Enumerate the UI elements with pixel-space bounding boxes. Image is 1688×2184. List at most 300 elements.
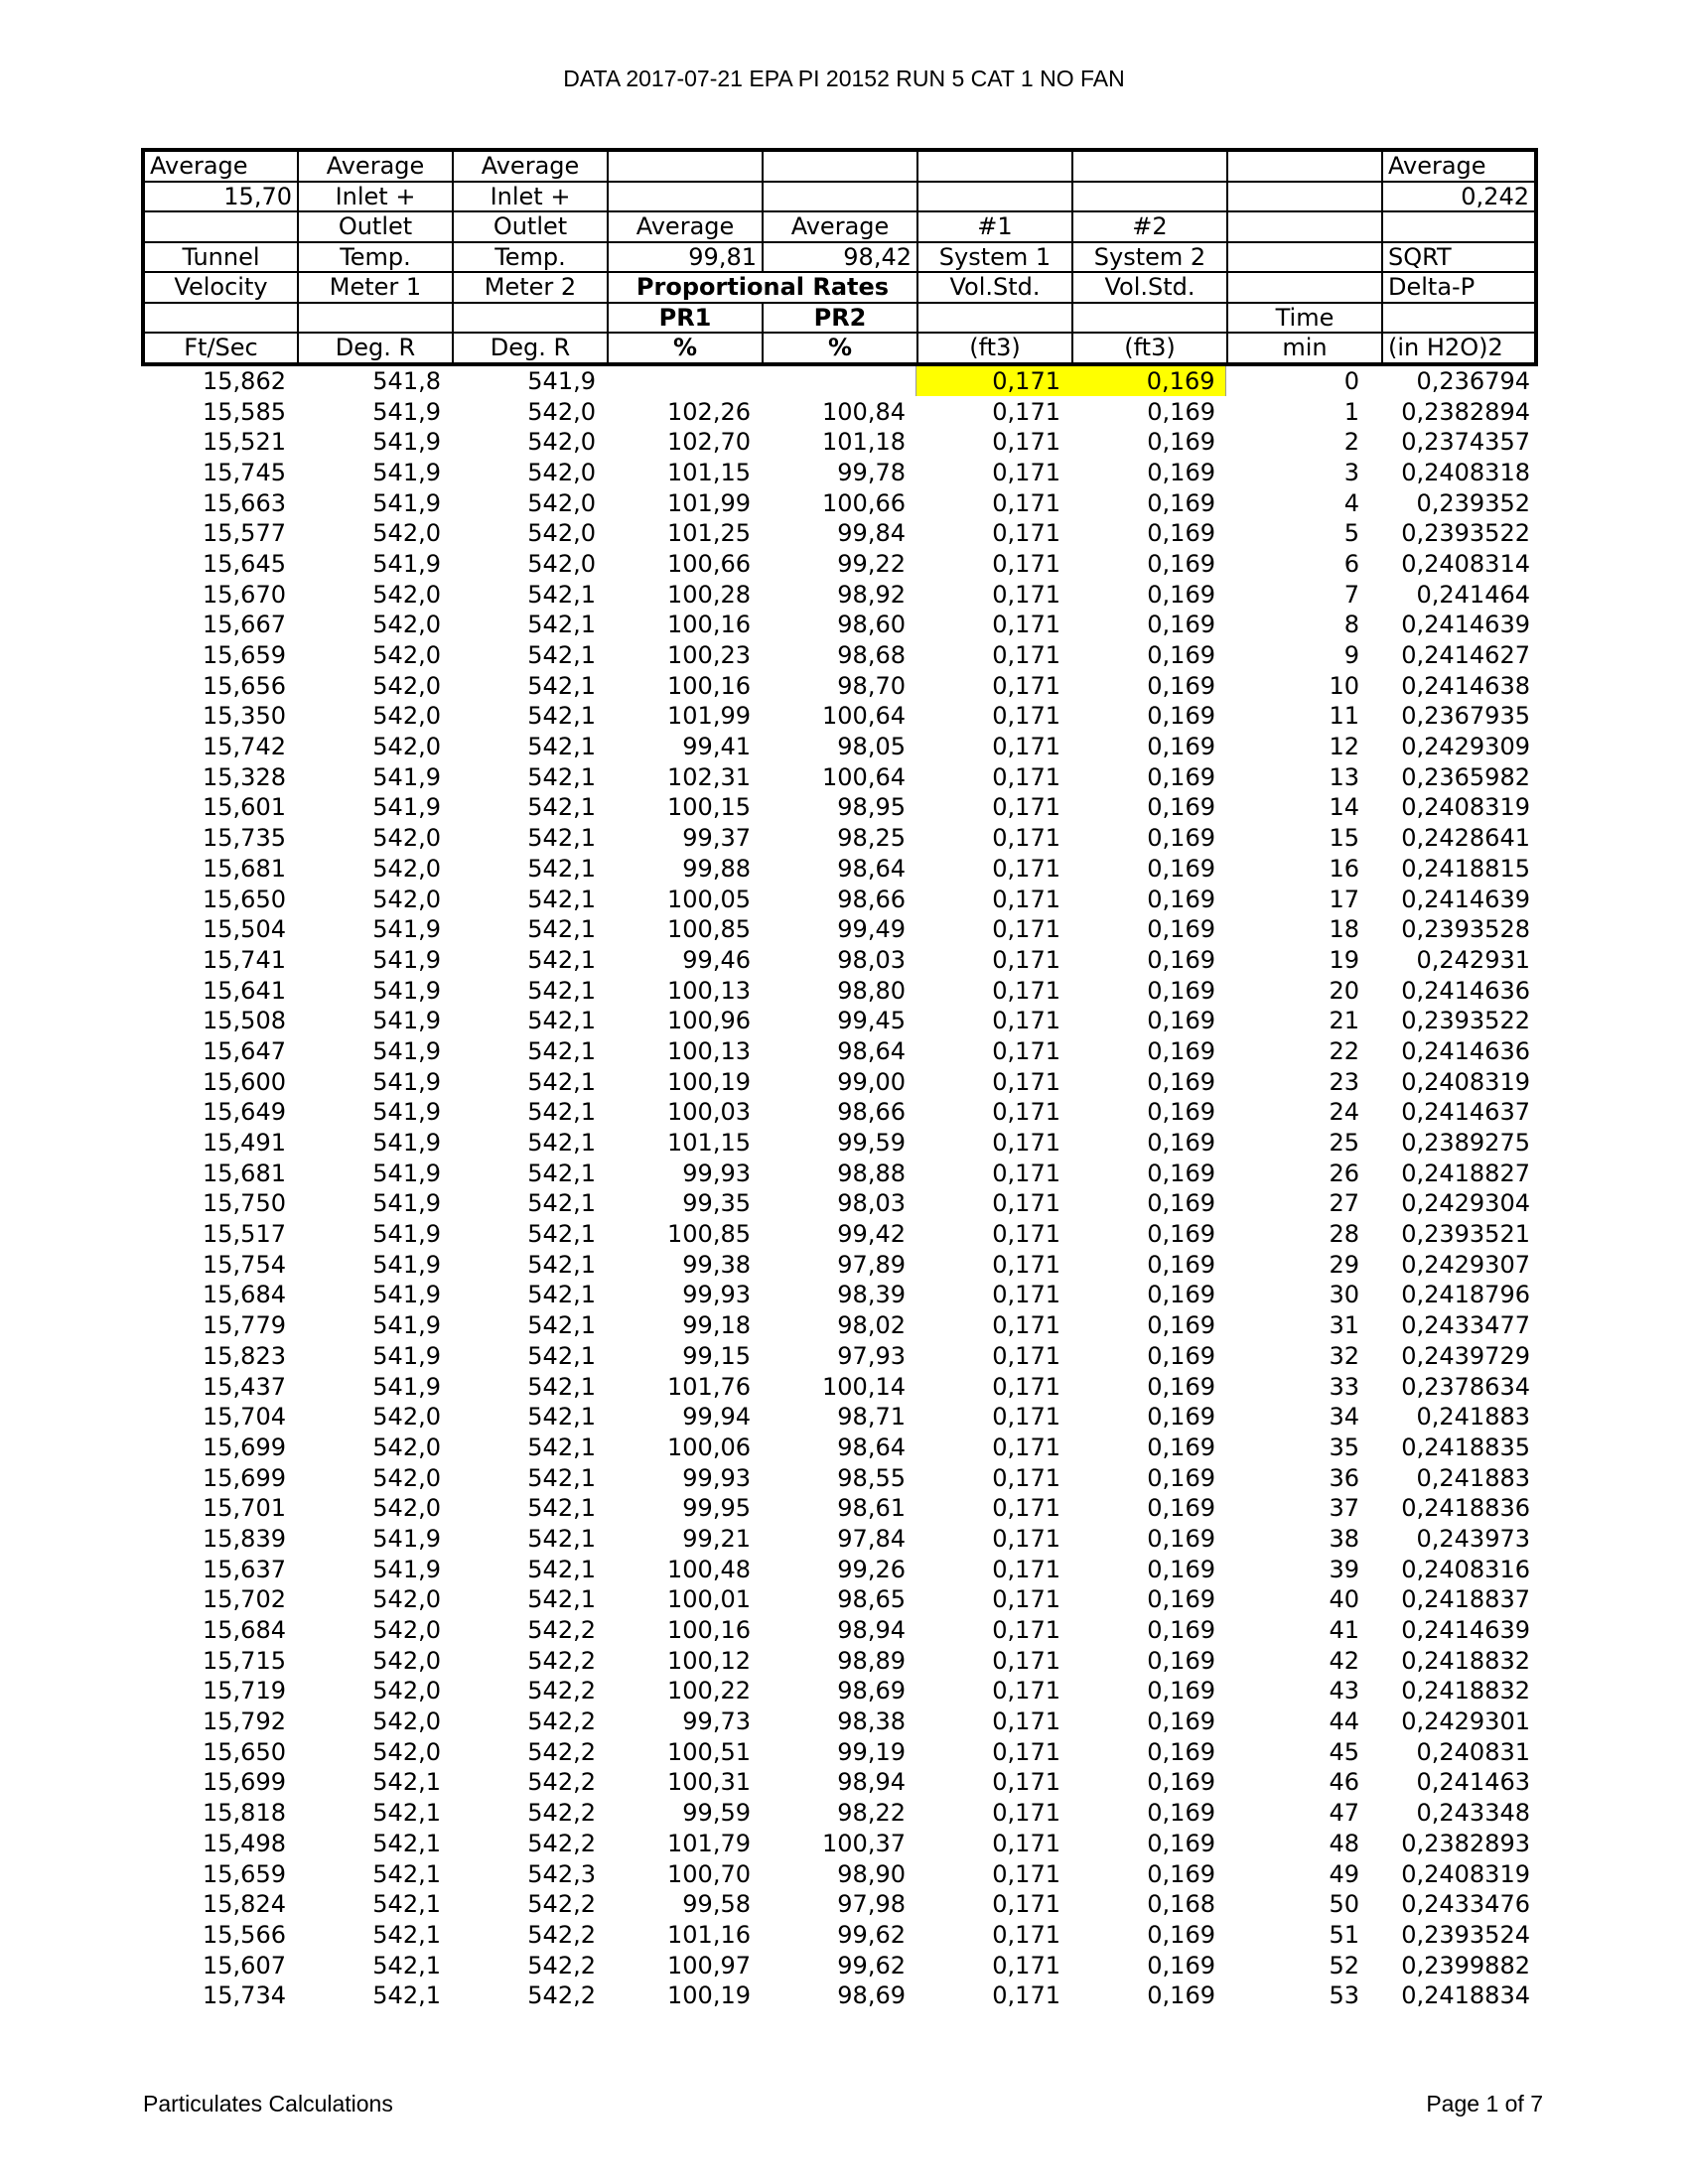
- temp-meter-2-cell: 542,0: [527, 488, 596, 517]
- sqrt-delta-p-cell: 0,2393528: [1401, 915, 1530, 944]
- temp-meter-2-cell: 542,0: [527, 549, 596, 578]
- tunnel-velocity-cell: 15,684: [203, 1616, 286, 1645]
- table-row: [141, 1036, 1534, 1067]
- tunnel-velocity-cell: 15,645: [203, 549, 286, 578]
- vol-std-system-1-cell: 0,171: [992, 1737, 1060, 1766]
- vol-std-system-2-cell: 0,169: [1147, 1311, 1215, 1340]
- pr1-cell: 100,06: [667, 1433, 751, 1461]
- temp-meter-2-cell: 542,1: [527, 945, 596, 974]
- vol-std-system-1-cell: 0,171: [992, 1007, 1060, 1035]
- temp-meter-2-cell: 542,1: [527, 854, 596, 883]
- table-row: [141, 518, 1534, 549]
- vol-std-system-1-cell: 0,171: [992, 945, 1060, 974]
- pr2-cell: 101,18: [822, 428, 906, 457]
- header-cell: Delta-P: [1382, 272, 1536, 303]
- header-row-4: [143, 242, 1536, 273]
- header-cell: System 1: [917, 242, 1072, 273]
- temp-meter-1-cell: 541,9: [372, 1555, 441, 1583]
- sqrt-delta-p-cell: 0,2408318: [1401, 458, 1530, 486]
- vol-std-system-1-cell: 0,171: [992, 641, 1060, 670]
- pr1-cell: 100,51: [667, 1737, 751, 1766]
- time-min-cell: 42: [1329, 1646, 1359, 1675]
- sqrt-delta-p-cell: 0,242931: [1416, 945, 1530, 974]
- tunnel-velocity-cell: 15,681: [203, 854, 286, 883]
- pr2-cell: 98,61: [837, 1494, 906, 1523]
- header-cell: [1072, 182, 1227, 212]
- tunnel-velocity-cell: 15,607: [203, 1951, 286, 1979]
- vol-std-system-1-cell: 0,171: [992, 1036, 1060, 1065]
- header-cell: Vol.Std.: [1072, 272, 1227, 303]
- temp-meter-2-cell: 542,1: [527, 762, 596, 791]
- pr1-cell: 100,19: [667, 1067, 751, 1096]
- sqrt-delta-p-cell: 0,2414639: [1401, 1616, 1530, 1645]
- pr1-cell: 99,58: [682, 1890, 751, 1919]
- tunnel-velocity-cell: 15,649: [203, 1098, 286, 1127]
- header-cell: PR2: [763, 303, 917, 334]
- time-min-cell: 8: [1343, 611, 1359, 639]
- time-min-cell: 21: [1329, 1007, 1359, 1035]
- vol-std-system-2-cell: 0,169: [1147, 1707, 1215, 1736]
- tunnel-velocity-cell: 15,350: [203, 702, 286, 731]
- temp-meter-1-cell: 541,9: [372, 1250, 441, 1279]
- pr2-cell: 100,66: [822, 488, 906, 517]
- table-row: [141, 1462, 1534, 1493]
- pr2-cell: 98,02: [837, 1311, 906, 1340]
- temp-meter-1-cell: 541,9: [372, 1129, 441, 1158]
- page-title: DATA 2017-07-21 EPA PI 20152 RUN 5 CAT 1 NO FAN: [563, 66, 1125, 91]
- sqrt-delta-p-cell: 0,2414637: [1401, 1098, 1530, 1127]
- tunnel-velocity-cell: 15,792: [203, 1707, 286, 1736]
- temp-meter-2-cell: 542,2: [527, 1890, 596, 1919]
- time-min-cell: 10: [1329, 671, 1359, 700]
- tunnel-velocity-cell: 15,699: [203, 1768, 286, 1797]
- temp-meter-1-cell: 542,1: [372, 1920, 441, 1949]
- pr2-cell: 98,66: [837, 885, 906, 913]
- tunnel-velocity-cell: 15,650: [203, 885, 286, 913]
- pr1-cell: 100,16: [667, 671, 751, 700]
- pr2-cell: 99,19: [837, 1737, 906, 1766]
- pr2-cell: 99,42: [837, 1220, 906, 1249]
- time-min-cell: 43: [1329, 1677, 1359, 1706]
- time-min-cell: 9: [1343, 641, 1359, 670]
- header-cell: Inlet +: [298, 182, 453, 212]
- tunnel-velocity-cell: 15,701: [203, 1494, 286, 1523]
- temp-meter-2-cell: 542,2: [527, 1677, 596, 1706]
- header-cell: %: [763, 333, 917, 364]
- pr2-cell: 97,84: [837, 1524, 906, 1553]
- header-cell: #1: [917, 211, 1072, 242]
- pr2-cell: [761, 366, 915, 397]
- pr1-cell: [606, 366, 761, 397]
- vol-std-system-2-cell: 0,169: [1147, 1677, 1215, 1706]
- data-rows: [141, 366, 1534, 2011]
- pr2-cell: 97,89: [837, 1250, 906, 1279]
- temp-meter-2-cell: 542,1: [527, 1067, 596, 1096]
- tunnel-velocity-cell: 15,684: [203, 1281, 286, 1309]
- pr2-cell: 98,64: [837, 1433, 906, 1461]
- temp-meter-1-cell: 542,0: [372, 1646, 441, 1675]
- header-cell: min: [1227, 333, 1382, 364]
- header-cell: Average: [763, 211, 917, 242]
- sqrt-delta-p-cell: 0,2429309: [1401, 733, 1530, 761]
- table-row: [141, 366, 1534, 397]
- temp-meter-2-cell: 542,0: [527, 397, 596, 426]
- time-min-cell: 15: [1329, 824, 1359, 853]
- header-cell: #2: [1072, 211, 1227, 242]
- proportional-rates-heading: Proportional Rates: [608, 272, 917, 303]
- table-row: [141, 945, 1534, 976]
- vol-std-system-2-cell: 0,169: [1147, 1281, 1215, 1309]
- pr2-cell: 98,92: [837, 580, 906, 609]
- pr1-cell: 99,93: [682, 1159, 751, 1187]
- pr2-cell: 98,25: [837, 824, 906, 853]
- pr1-cell: 99,18: [682, 1311, 751, 1340]
- temp-meter-1-cell: 542,0: [372, 1616, 441, 1645]
- vol-std-system-2-cell: 0,169: [1147, 458, 1215, 486]
- header-cell: Outlet: [453, 211, 608, 242]
- time-min-cell: 52: [1329, 1951, 1359, 1979]
- pr2-cell: 98,69: [837, 1677, 906, 1706]
- temp-meter-1-cell: 541,9: [372, 1007, 441, 1035]
- table-row: [141, 1767, 1534, 1798]
- sqrt-delta-p-cell: 0,241883: [1416, 1403, 1530, 1432]
- header-cell: (ft3): [917, 333, 1072, 364]
- vol-std-system-2-cell: 0,169: [1147, 519, 1215, 548]
- vol-std-system-1-cell: 0,171: [992, 1707, 1060, 1736]
- temp-meter-1-cell: 541,9: [372, 458, 441, 486]
- temp-meter-2-cell: 542,1: [527, 641, 596, 670]
- temp-meter-1-cell: 541,9: [372, 397, 441, 426]
- table-row: [141, 1280, 1534, 1310]
- vol-std-system-2-cell: 0,169: [1147, 793, 1215, 822]
- sqrt-delta-p-cell: 0,2418827: [1401, 1159, 1530, 1187]
- pr2-cell: 98,69: [837, 1981, 906, 2010]
- sqrt-delta-p-cell: 0,241463: [1416, 1768, 1530, 1797]
- vol-std-system-1-cell: 0,171: [992, 976, 1060, 1005]
- table-row: [141, 761, 1534, 792]
- time-min-cell: 32: [1329, 1341, 1359, 1370]
- vol-std-system-1-cell: 0,171: [992, 1098, 1060, 1127]
- pr1-cell: 99,94: [682, 1403, 751, 1432]
- sqrt-delta-p-cell: 0,2393522: [1401, 519, 1530, 548]
- temp-meter-1-cell: 542,1: [372, 1768, 441, 1797]
- tunnel-velocity-cell: 15,637: [203, 1555, 286, 1583]
- table-row: [141, 1889, 1534, 1920]
- header-cell: [1072, 303, 1227, 334]
- tunnel-velocity-cell: 15,600: [203, 1067, 286, 1096]
- temp-meter-2-cell: 542,1: [527, 1433, 596, 1461]
- table-row: [141, 1950, 1534, 1980]
- time-min-cell: 35: [1329, 1433, 1359, 1461]
- vol-std-system-2-cell: 0,169: [1147, 1463, 1215, 1492]
- table-row: [141, 1128, 1534, 1159]
- temp-meter-2-cell: 542,1: [527, 1250, 596, 1279]
- pr2-cell: 98,68: [837, 641, 906, 670]
- sqrt-delta-p-cell: 0,239352: [1416, 488, 1530, 517]
- temp-meter-1-cell: 541,9: [372, 1159, 441, 1187]
- vol-std-system-1-cell: 0,171: [992, 824, 1060, 853]
- pr1-cell: 99,46: [682, 945, 751, 974]
- average-velocity: 15,70: [143, 182, 298, 212]
- header-cell: Time: [1227, 303, 1382, 334]
- vol-std-system-2-cell: 0,169: [1147, 1129, 1215, 1158]
- vol-std-system-1-cell: 0,171: [992, 793, 1060, 822]
- header-cell: Temp.: [298, 242, 453, 273]
- vol-std-system-1-cell: 0,171: [915, 366, 1070, 397]
- tunnel-velocity-cell: 15,504: [203, 915, 286, 944]
- tunnel-velocity-cell: 15,699: [203, 1433, 286, 1461]
- temp-meter-1-cell: 541,9: [372, 793, 441, 822]
- pr2-cell: 98,64: [837, 1036, 906, 1065]
- table-row: [141, 549, 1534, 580]
- tunnel-velocity-cell: 15,702: [203, 1585, 286, 1614]
- temp-meter-1-cell: 542,1: [372, 1981, 441, 2010]
- pr2-cell: 98,70: [837, 671, 906, 700]
- time-min-cell: 13: [1329, 762, 1359, 791]
- vol-std-system-2-cell: 0,169: [1147, 1768, 1215, 1797]
- table-row: [141, 1249, 1534, 1280]
- pr2-cell: 99,22: [837, 549, 906, 578]
- temp-meter-1-cell: 541,9: [372, 1220, 441, 1249]
- temp-meter-1-cell: 541,9: [372, 428, 441, 457]
- pr1-cell: 101,99: [667, 488, 751, 517]
- vol-std-system-1-cell: 0,171: [992, 428, 1060, 457]
- vol-std-system-2-cell: 0,169: [1147, 702, 1215, 731]
- temp-meter-2-cell: 542,1: [527, 1159, 596, 1187]
- pr1-cell: 101,15: [667, 458, 751, 486]
- vol-std-system-2-cell: 0,169: [1147, 1433, 1215, 1461]
- pr1-cell: 99,59: [682, 1799, 751, 1828]
- temp-meter-2-cell: 542,1: [527, 580, 596, 609]
- vol-std-system-2-cell: 0,169: [1147, 733, 1215, 761]
- sqrt-delta-p-cell: 0,2414636: [1401, 976, 1530, 1005]
- vol-std-system-1-cell: 0,171: [992, 671, 1060, 700]
- table-row: [141, 1433, 1534, 1463]
- tunnel-velocity-cell: 15,437: [203, 1372, 286, 1401]
- table-row: [141, 1066, 1534, 1097]
- time-min-cell: 38: [1329, 1524, 1359, 1553]
- time-min-cell: 33: [1329, 1372, 1359, 1401]
- pr1-cell: 101,16: [667, 1920, 751, 1949]
- table-row: [141, 1371, 1534, 1402]
- header-cell: System 2: [1072, 242, 1227, 273]
- sqrt-delta-p-cell: 0,2418832: [1401, 1646, 1530, 1675]
- vol-std-system-2-cell: 0,169: [1147, 580, 1215, 609]
- vol-std-system-1-cell: 0,171: [992, 1859, 1060, 1888]
- vol-std-system-1-cell: 0,171: [992, 762, 1060, 791]
- pr1-cell: 99,41: [682, 733, 751, 761]
- vol-std-system-1-cell: 0,171: [992, 519, 1060, 548]
- pr1-cell: 100,12: [667, 1646, 751, 1675]
- time-min-cell: 50: [1329, 1890, 1359, 1919]
- temp-meter-2-cell: 542,2: [527, 1829, 596, 1857]
- time-min-cell: 45: [1329, 1737, 1359, 1766]
- vol-std-system-2-cell: 0,169: [1147, 1067, 1215, 1096]
- average-pr1: 99,81: [608, 242, 763, 273]
- table-row: [141, 1615, 1534, 1646]
- vol-std-system-1-cell: 0,171: [992, 1067, 1060, 1096]
- vol-std-system-1-cell: 0,171: [992, 1890, 1060, 1919]
- pr1-cell: 100,23: [667, 641, 751, 670]
- temp-meter-2-cell: 542,1: [527, 1585, 596, 1614]
- pr2-cell: 98,55: [837, 1463, 906, 1492]
- pr2-cell: 98,64: [837, 854, 906, 883]
- temp-meter-2-cell: 542,1: [527, 1341, 596, 1370]
- temp-meter-1-cell: 541,9: [372, 1281, 441, 1309]
- pr2-cell: 98,71: [837, 1403, 906, 1432]
- vol-std-system-1-cell: 0,171: [992, 1129, 1060, 1158]
- vol-std-system-1-cell: 0,171: [992, 1341, 1060, 1370]
- temp-meter-1-cell: 541,9: [372, 1036, 441, 1065]
- vol-std-system-1-cell: 0,171: [992, 1250, 1060, 1279]
- temp-meter-1-cell: 541,9: [372, 945, 441, 974]
- time-min-cell: 5: [1343, 519, 1359, 548]
- sqrt-delta-p-cell: 0,2382893: [1401, 1829, 1530, 1857]
- time-min-cell: 24: [1329, 1098, 1359, 1127]
- header-cell: [608, 182, 763, 212]
- sqrt-delta-p-cell: 0,2382894: [1401, 397, 1530, 426]
- pr2-cell: 98,22: [837, 1799, 906, 1828]
- table-row: [141, 396, 1534, 427]
- table-row: [141, 1736, 1534, 1767]
- vol-std-system-2-cell: 0,169: [1147, 1007, 1215, 1035]
- time-min-cell: 12: [1329, 733, 1359, 761]
- sqrt-delta-p-cell: 0,2433477: [1401, 1311, 1530, 1340]
- header-cell: [1227, 182, 1382, 212]
- temp-meter-2-cell: 542,1: [527, 915, 596, 944]
- header-row-3: [143, 211, 1536, 242]
- header-row-5: [143, 272, 1536, 303]
- sqrt-delta-p-cell: 0,2393524: [1401, 1920, 1530, 1949]
- table-row: [141, 732, 1534, 762]
- vol-std-system-1-cell: 0,171: [992, 1829, 1060, 1857]
- temp-meter-2-cell: 542,1: [527, 1372, 596, 1401]
- sqrt-delta-p-cell: 0,2418837: [1401, 1585, 1530, 1614]
- vol-std-system-1-cell: 0,171: [992, 1799, 1060, 1828]
- temp-meter-1-cell: 541,8: [372, 366, 441, 395]
- temp-meter-2-cell: 542,1: [527, 611, 596, 639]
- tunnel-velocity-cell: 15,699: [203, 1463, 286, 1492]
- table-row: [141, 1006, 1534, 1036]
- table-row: [141, 1310, 1534, 1341]
- vol-std-system-2-cell: 0,169: [1147, 1159, 1215, 1187]
- sqrt-delta-p-cell: 0,2365982: [1401, 762, 1530, 791]
- tunnel-velocity-cell: 15,734: [203, 1981, 286, 2010]
- header-row-6: [143, 303, 1536, 334]
- time-min-cell: 4: [1343, 488, 1359, 517]
- temp-meter-1-cell: 541,9: [372, 488, 441, 517]
- pr2-cell: 100,37: [822, 1829, 906, 1857]
- pr2-cell: 98,60: [837, 611, 906, 639]
- header-cell: Average: [298, 150, 453, 182]
- sqrt-delta-p-cell: 0,2429301: [1401, 1707, 1530, 1736]
- vol-std-system-1-cell: 0,171: [992, 397, 1060, 426]
- temp-meter-2-cell: 542,1: [527, 976, 596, 1005]
- pr1-cell: 100,66: [667, 549, 751, 578]
- pr1-cell: 101,76: [667, 1372, 751, 1401]
- pr2-cell: 98,03: [837, 1189, 906, 1218]
- vol-std-system-1-cell: 0,171: [992, 1920, 1060, 1949]
- sqrt-delta-p-cell: 0,2389275: [1401, 1129, 1530, 1158]
- time-min-cell: 18: [1329, 915, 1359, 944]
- header-cell: Meter 2: [453, 272, 608, 303]
- pr1-cell: 101,25: [667, 519, 751, 548]
- header-cell: Average: [453, 150, 608, 182]
- sqrt-delta-p-cell: 0,2414638: [1401, 671, 1530, 700]
- table-row: [141, 884, 1534, 914]
- temp-meter-2-cell: 542,2: [527, 1981, 596, 2010]
- table-row: [141, 1798, 1534, 1829]
- sqrt-delta-p-cell: 0,2374357: [1401, 428, 1530, 457]
- tunnel-velocity-cell: 15,491: [203, 1129, 286, 1158]
- pr1-cell: 100,22: [667, 1677, 751, 1706]
- time-min-cell: 37: [1329, 1494, 1359, 1523]
- vol-std-system-2-cell: 0,169: [1147, 854, 1215, 883]
- tunnel-velocity-cell: 15,704: [203, 1403, 286, 1432]
- temp-meter-2-cell: 542,0: [527, 428, 596, 457]
- header-cell: [763, 182, 917, 212]
- temp-meter-1-cell: 541,9: [372, 1341, 441, 1370]
- sqrt-delta-p-cell: 0,241464: [1416, 580, 1530, 609]
- vol-std-system-2-cell: 0,168: [1147, 1890, 1215, 1919]
- vol-std-system-1-cell: 0,171: [992, 1463, 1060, 1492]
- tunnel-velocity-cell: 15,659: [203, 641, 286, 670]
- header-cell: Average: [1382, 150, 1536, 182]
- table-row: [141, 1524, 1534, 1555]
- sqrt-delta-p-cell: 0,2393521: [1401, 1220, 1530, 1249]
- time-min-cell: 53: [1329, 1981, 1359, 2010]
- temp-meter-1-cell: 542,0: [372, 1737, 441, 1766]
- data-sheet: [141, 148, 1534, 2011]
- temp-meter-2-cell: 542,1: [527, 1463, 596, 1492]
- temp-meter-2-cell: 542,2: [527, 1768, 596, 1797]
- temp-meter-1-cell: 542,0: [372, 1463, 441, 1492]
- time-min-cell: 39: [1329, 1555, 1359, 1583]
- tunnel-velocity-cell: 15,741: [203, 945, 286, 974]
- vol-std-system-1-cell: 0,171: [992, 549, 1060, 578]
- sqrt-delta-p-cell: 0,243348: [1416, 1799, 1530, 1828]
- tunnel-velocity-cell: 15,824: [203, 1890, 286, 1919]
- time-min-cell: 2: [1343, 428, 1359, 457]
- table-row: [141, 1645, 1534, 1676]
- sqrt-delta-p-cell: 0,240831: [1416, 1737, 1530, 1766]
- pr2-cell: 98,90: [837, 1859, 906, 1888]
- header-cell: PR1: [608, 303, 763, 334]
- pr1-cell: 99,95: [682, 1494, 751, 1523]
- pr1-cell: 102,70: [667, 428, 751, 457]
- temp-meter-1-cell: 541,9: [372, 762, 441, 791]
- vol-std-system-2-cell: 0,169: [1147, 1829, 1215, 1857]
- vol-std-system-1-cell: 0,171: [992, 1189, 1060, 1218]
- tunnel-velocity-cell: 15,735: [203, 824, 286, 853]
- pr2-cell: 98,38: [837, 1707, 906, 1736]
- tunnel-velocity-cell: 15,862: [203, 366, 286, 395]
- sqrt-delta-p-cell: 0,2367935: [1401, 702, 1530, 731]
- tunnel-velocity-cell: 15,663: [203, 488, 286, 517]
- vol-std-system-2-cell: 0,169: [1147, 1616, 1215, 1645]
- table-row: [141, 427, 1534, 458]
- temp-meter-2-cell: 542,2: [527, 1920, 596, 1949]
- temp-meter-2-cell: 542,1: [527, 1036, 596, 1065]
- pr1-cell: 100,48: [667, 1555, 751, 1583]
- pr1-cell: 100,03: [667, 1098, 751, 1127]
- pr2-cell: 100,14: [822, 1372, 906, 1401]
- tunnel-velocity-cell: 15,647: [203, 1036, 286, 1065]
- header-cell: Average: [143, 150, 298, 182]
- pr2-cell: 98,65: [837, 1585, 906, 1614]
- tunnel-velocity-cell: 15,517: [203, 1220, 286, 1249]
- header-row-7: [143, 333, 1536, 364]
